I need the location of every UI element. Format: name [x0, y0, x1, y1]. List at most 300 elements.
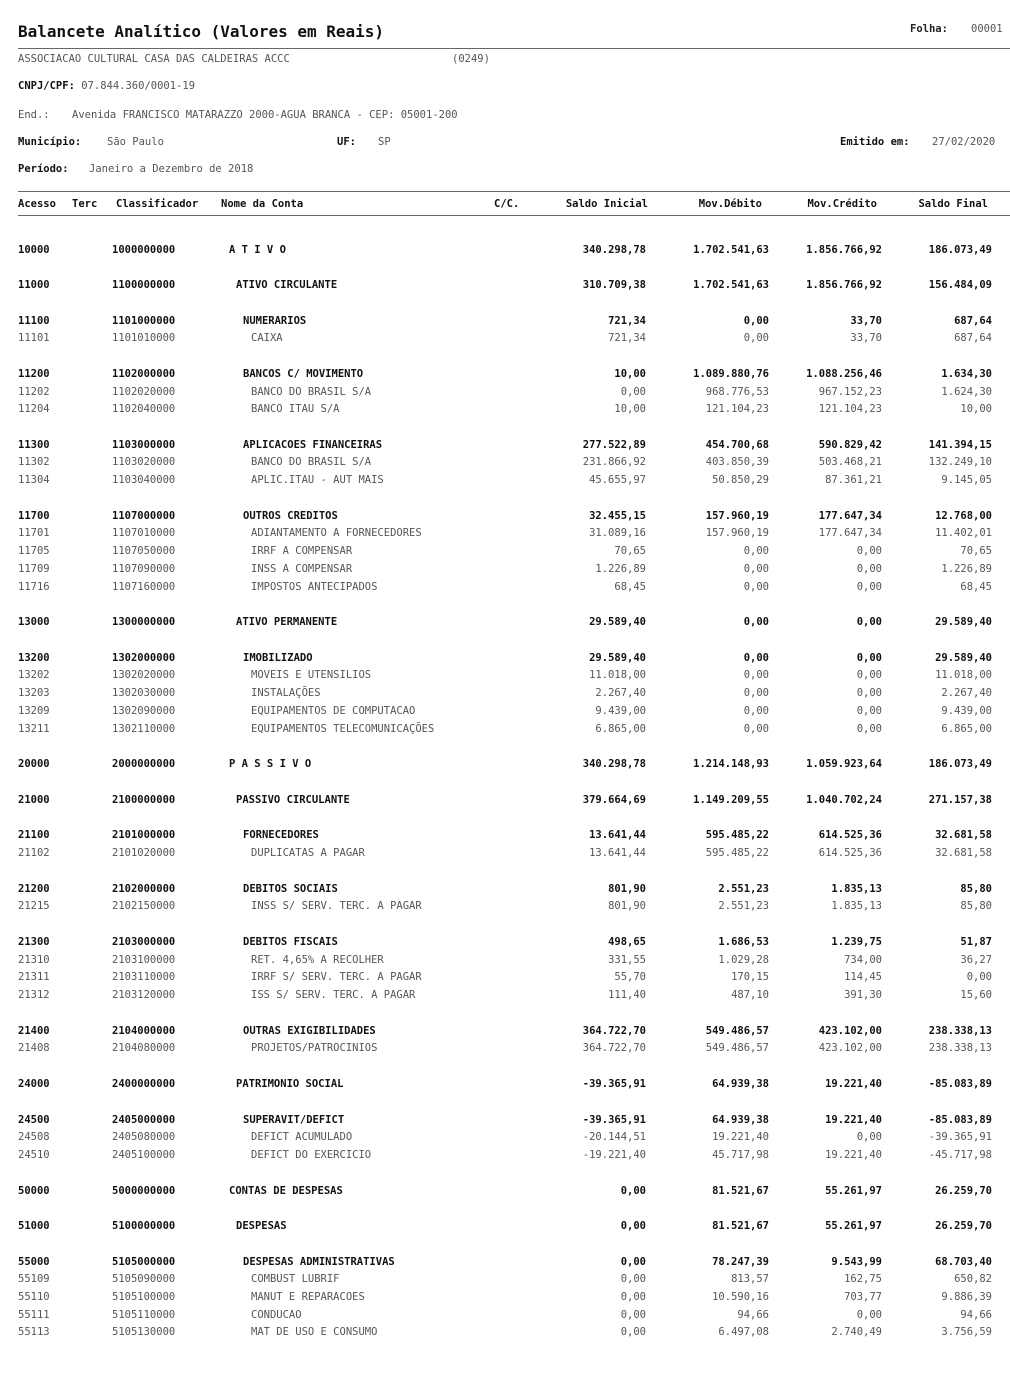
saldo-final: -85.083,89: [928, 1078, 992, 1090]
mov-debito: 81.521,67: [712, 1220, 769, 1232]
classifier: 1101000000: [112, 315, 176, 327]
account-code: 21000: [18, 794, 50, 806]
end-value: Avenida FRANCISCO MATARAZZO 2000-AGUA BRANCA - CEP: 05001-200: [72, 109, 458, 121]
mov-credito: 114,45: [844, 971, 882, 983]
classifier: 2101020000: [112, 847, 176, 859]
table-row: [0, 723, 1010, 739]
saldo-final: 32.681,58: [935, 829, 992, 841]
account-code: 11701: [18, 527, 50, 539]
table-row: [0, 545, 1010, 561]
mov-credito: 0,00: [856, 705, 882, 717]
account-code: 13200: [18, 652, 50, 664]
municipio-label: Município:: [18, 136, 82, 148]
saldo-inicial: 340.298,78: [582, 244, 646, 256]
account-name: IMPOSTOS ANTECIPADOS: [251, 581, 378, 593]
table-row: [0, 883, 1010, 899]
table-row: [0, 1291, 1010, 1307]
mov-credito: 0,00: [856, 563, 882, 575]
periodo-label: Período:: [18, 163, 69, 175]
table-row: [0, 368, 1010, 384]
saldo-final: 29.589,40: [935, 652, 992, 664]
mov-credito: 0,00: [856, 581, 882, 593]
saldo-final: 186.073,49: [928, 758, 992, 770]
mov-debito: 0,00: [743, 616, 769, 628]
col-mov-credito: Mov.Crédito: [807, 198, 877, 210]
account-name: RET. 4,65% A RECOLHER: [251, 954, 384, 966]
saldo-inicial: 11.018,00: [589, 669, 646, 681]
mov-credito: 423.102,00: [818, 1025, 882, 1037]
saldo-final: 94,66: [960, 1309, 992, 1321]
classifier: 1302000000: [112, 652, 176, 664]
saldo-inicial: -39.365,91: [582, 1114, 646, 1126]
mov-debito: 170,15: [731, 971, 769, 983]
mov-debito: 19.221,40: [712, 1131, 769, 1143]
mov-credito: 19.221,40: [825, 1114, 882, 1126]
account-code: 21310: [18, 954, 50, 966]
emitido-line: [840, 136, 910, 148]
saldo-final: 238.338,13: [928, 1025, 992, 1037]
account-code: 11302: [18, 456, 50, 468]
account-name: ATIVO PERMANENTE: [236, 616, 338, 628]
account-code: 21312: [18, 989, 50, 1001]
mov-debito: 0,00: [743, 563, 769, 575]
saldo-final: 32.681,58: [935, 847, 992, 859]
account-name: APLICACOES FINANCEIRAS: [243, 439, 383, 451]
saldo-inicial: 310.709,38: [582, 279, 646, 291]
mov-debito: 1.214.148,93: [693, 758, 769, 770]
cnpj-value: 07.844.360/0001-19: [81, 80, 196, 92]
saldo-inicial: 0,00: [620, 1256, 646, 1268]
classifier: 5105100000: [112, 1291, 176, 1303]
account-name: BANCO DO BRASIL S/A: [251, 456, 372, 468]
mov-credito: 967.152,23: [818, 386, 882, 398]
table-row: [0, 563, 1010, 579]
account-code: 11100: [18, 315, 50, 327]
classifier: 1107010000: [112, 527, 176, 539]
account-name: MOVEIS E UTENSILIOS: [251, 669, 372, 681]
table-row: [0, 1273, 1010, 1289]
account-name: DEBITOS FISCAIS: [243, 936, 338, 948]
mov-debito: 2.551,23: [718, 883, 769, 895]
saldo-final: 26.259,70: [935, 1220, 992, 1232]
saldo-final: -45.717,98: [928, 1149, 992, 1161]
end-label: End.:: [18, 109, 50, 121]
classifier: 1107160000: [112, 581, 176, 593]
mov-debito: 0,00: [743, 705, 769, 717]
col-nome: Nome da Conta: [221, 198, 304, 210]
table-row: [0, 616, 1010, 632]
saldo-final: 1.624,30: [941, 386, 992, 398]
saldo-inicial: 13.641,44: [589, 847, 646, 859]
emitido-value: 27/02/2020: [932, 136, 996, 148]
mov-credito: 0,00: [856, 1131, 882, 1143]
mov-credito: 614.525,36: [818, 847, 882, 859]
mov-credito: 614.525,36: [818, 829, 882, 841]
mov-credito: 162,75: [844, 1273, 882, 1285]
table-row: [0, 652, 1010, 668]
account-name: APLIC.ITAU - AUT MAIS: [251, 474, 384, 486]
table-row: [0, 794, 1010, 810]
saldo-inicial: 10,00: [614, 403, 646, 415]
account-code: 51000: [18, 1220, 50, 1232]
classifier: 2104080000: [112, 1042, 176, 1054]
mov-credito: 1.059.923,64: [806, 758, 882, 770]
mov-debito: 403.850,39: [705, 456, 769, 468]
mov-debito: 0,00: [743, 687, 769, 699]
mov-debito: 1.686,53: [718, 936, 769, 948]
table-row: [0, 687, 1010, 703]
saldo-final: 2.267,40: [941, 687, 992, 699]
table-row: [0, 900, 1010, 916]
classifier: 1302030000: [112, 687, 176, 699]
folha-value: 00001: [971, 23, 1003, 35]
mov-debito: 549.486,57: [705, 1025, 769, 1037]
account-name: ADIANTAMENTO A FORNECEDORES: [251, 527, 422, 539]
mov-debito: 595.485,22: [705, 847, 769, 859]
table-row: [0, 936, 1010, 952]
saldo-final: 132.249,10: [928, 456, 992, 468]
municipio-line: [18, 136, 81, 148]
table-row: [0, 510, 1010, 526]
classifier: 1102020000: [112, 386, 176, 398]
mov-credito: 0,00: [856, 616, 882, 628]
mov-debito: 50.850,29: [712, 474, 769, 486]
saldo-inicial: 31.089,16: [589, 527, 646, 539]
mov-credito: 1.088.256,46: [806, 368, 882, 380]
account-name: BANCOS C/ MOVIMENTO: [243, 368, 364, 380]
classifier: 2405100000: [112, 1149, 176, 1161]
account-name: IRRF S/ SERV. TERC. A PAGAR: [251, 971, 422, 983]
saldo-inicial: 111,40: [608, 989, 646, 1001]
mov-credito: 590.829,42: [818, 439, 882, 451]
account-code: 11204: [18, 403, 50, 415]
classifier: 1000000000: [112, 244, 176, 256]
mov-debito: 157.960,19: [705, 510, 769, 522]
saldo-final: 11.402,01: [935, 527, 992, 539]
classifier: 2103100000: [112, 954, 176, 966]
mov-debito: 157.960,19: [705, 527, 769, 539]
mov-debito: 10.590,16: [712, 1291, 769, 1303]
account-name: ATIVO CIRCULANTE: [236, 279, 338, 291]
mov-debito: 1.089.880,76: [693, 368, 769, 380]
saldo-inicial: 801,90: [608, 900, 646, 912]
saldo-final: 85,80: [960, 883, 992, 895]
mov-credito: 55.261,97: [825, 1185, 882, 1197]
account-name: DESPESAS: [236, 1220, 287, 1232]
saldo-inicial: 364.722,70: [582, 1025, 646, 1037]
saldo-final: -85.083,89: [928, 1114, 992, 1126]
col-saldo-inicial: Saldo Inicial: [565, 198, 648, 210]
saldo-final: 1.634,30: [941, 368, 992, 380]
mov-credito: 55.261,97: [825, 1220, 882, 1232]
account-code: 21100: [18, 829, 50, 841]
classifier: 1107000000: [112, 510, 176, 522]
saldo-final: 687,64: [954, 332, 992, 344]
periodo-value: Janeiro a Dezembro de 2018: [89, 163, 254, 175]
mov-debito: 78.247,39: [712, 1256, 769, 1268]
mov-debito: 0,00: [743, 332, 769, 344]
saldo-inicial: 0,00: [620, 1309, 646, 1321]
mov-debito: 1.149.209,55: [693, 794, 769, 806]
classifier: 2405000000: [112, 1114, 176, 1126]
classifier: 5105000000: [112, 1256, 176, 1268]
account-code: 11000: [18, 279, 50, 291]
table-row: [0, 669, 1010, 685]
mov-credito: 0,00: [856, 652, 882, 664]
account-code: 11705: [18, 545, 50, 557]
mov-credito: 734,00: [844, 954, 882, 966]
account-code: 13203: [18, 687, 50, 699]
saldo-inicial: 801,90: [608, 883, 646, 895]
saldo-inicial: 340.298,78: [582, 758, 646, 770]
classifier: 2101000000: [112, 829, 176, 841]
periodo-line: [18, 163, 69, 175]
mov-debito: 6.497,08: [718, 1326, 769, 1338]
account-code: 21408: [18, 1042, 50, 1054]
table-row: [0, 1149, 1010, 1165]
uf-value: SP: [378, 136, 391, 148]
header-divider: [18, 48, 1010, 49]
account-code: 24000: [18, 1078, 50, 1090]
account-name: CAIXA: [251, 332, 283, 344]
classifier: 1300000000: [112, 616, 176, 628]
account-name: FORNECEDORES: [243, 829, 319, 841]
table-row: [0, 1309, 1010, 1325]
mov-debito: 45.717,98: [712, 1149, 769, 1161]
classifier: 1302090000: [112, 705, 176, 717]
account-code: 21300: [18, 936, 50, 948]
classifier: 5000000000: [112, 1185, 176, 1197]
mov-credito: 703,77: [844, 1291, 882, 1303]
mov-credito: 391,30: [844, 989, 882, 1001]
mov-credito: 423.102,00: [818, 1042, 882, 1054]
account-code: 11101: [18, 332, 50, 344]
account-name: MANUT E REPARACOES: [251, 1291, 365, 1303]
saldo-final: 85,80: [960, 900, 992, 912]
account-code: 21102: [18, 847, 50, 859]
saldo-inicial: 10,00: [614, 368, 646, 380]
classifier: 5105090000: [112, 1273, 176, 1285]
saldo-final: 9.145,05: [941, 474, 992, 486]
mov-credito: 19.221,40: [825, 1078, 882, 1090]
table-row: [0, 279, 1010, 295]
saldo-inicial: -39.365,91: [582, 1078, 646, 1090]
table-row: [0, 954, 1010, 970]
account-name: CONTAS DE DESPESAS: [229, 1185, 343, 1197]
uf-line: [337, 136, 356, 148]
saldo-inicial: 0,00: [620, 1291, 646, 1303]
saldo-inicial: 68,45: [614, 581, 646, 593]
saldo-final: 70,65: [960, 545, 992, 557]
classifier: 1107050000: [112, 545, 176, 557]
classifier: 1302110000: [112, 723, 176, 735]
account-code: 21200: [18, 883, 50, 895]
mov-credito: 1.856.766,92: [806, 279, 882, 291]
saldo-final: 9.886,39: [941, 1291, 992, 1303]
account-name: INSS S/ SERV. TERC. A PAGAR: [251, 900, 422, 912]
table-row: [0, 989, 1010, 1005]
table-row: [0, 847, 1010, 863]
account-code: 21311: [18, 971, 50, 983]
col-cc: C/C.: [494, 198, 520, 210]
col-terc: Terc: [72, 198, 98, 210]
saldo-inicial: 1.226,89: [595, 563, 646, 575]
account-code: 11304: [18, 474, 50, 486]
cnpj-label: CNPJ/CPF:: [18, 80, 75, 92]
saldo-inicial: 29.589,40: [589, 652, 646, 664]
mov-credito: 9.543,99: [831, 1256, 882, 1268]
account-code: 55111: [18, 1309, 50, 1321]
account-name: P A S S I V O: [229, 758, 312, 770]
classifier: 1103040000: [112, 474, 176, 486]
col-acesso: Acesso: [18, 198, 56, 210]
col-mov-debito: Mov.Débito: [698, 198, 762, 210]
account-code: 55000: [18, 1256, 50, 1268]
saldo-final: -39.365,91: [928, 1131, 992, 1143]
mov-debito: 0,00: [743, 723, 769, 735]
columns-bottom-divider: [18, 215, 1010, 216]
account-name: DEBITOS SOCIAIS: [243, 883, 338, 895]
account-name: BANCO DO BRASIL S/A: [251, 386, 372, 398]
mov-credito: 0,00: [856, 687, 882, 699]
account-code: 11202: [18, 386, 50, 398]
mov-credito: 0,00: [856, 669, 882, 681]
saldo-inicial: 331,55: [608, 954, 646, 966]
mov-credito: 1.835,13: [831, 883, 882, 895]
table-row: [0, 1131, 1010, 1147]
report-title: Balancete Analítico (Valores em Reais): [18, 22, 385, 41]
account-name: DEFICT ACUMULADO: [251, 1131, 353, 1143]
saldo-final: 10,00: [960, 403, 992, 415]
mov-credito: 87.361,21: [825, 474, 882, 486]
account-code: 13209: [18, 705, 50, 717]
col-saldo-final: Saldo Final: [918, 198, 988, 210]
mov-credito: 1.239,75: [831, 936, 882, 948]
account-code: 20000: [18, 758, 50, 770]
table-row: [0, 474, 1010, 490]
folha-label: Folha:: [910, 23, 948, 35]
classifier: 2100000000: [112, 794, 176, 806]
table-row: [0, 456, 1010, 472]
table-row: [0, 439, 1010, 455]
mov-debito: 454.700,68: [705, 439, 769, 451]
mov-debito: 64.939,38: [712, 1114, 769, 1126]
table-row: [0, 1220, 1010, 1236]
table-row: [0, 386, 1010, 402]
account-name: A T I V O: [229, 244, 286, 256]
account-name: PROJETOS/PATROCINIOS: [251, 1042, 378, 1054]
saldo-inicial: 70,65: [614, 545, 646, 557]
account-code: 21400: [18, 1025, 50, 1037]
account-code: 50000: [18, 1185, 50, 1197]
table-row: [0, 403, 1010, 419]
table-row: [0, 758, 1010, 774]
account-code: 13000: [18, 616, 50, 628]
saldo-final: 0,00: [966, 971, 992, 983]
account-code: 13202: [18, 669, 50, 681]
saldo-final: 141.394,15: [928, 439, 992, 451]
account-name: OUTROS CREDITOS: [243, 510, 338, 522]
saldo-inicial: 13.641,44: [589, 829, 646, 841]
classifier: 1107090000: [112, 563, 176, 575]
account-code: 11700: [18, 510, 50, 522]
emitido-label: Emitido em:: [840, 136, 910, 148]
classifier: 2000000000: [112, 758, 176, 770]
cnpj-line: [18, 80, 195, 92]
saldo-inicial: 364.722,70: [582, 1042, 646, 1054]
saldo-inicial: 6.865,00: [595, 723, 646, 735]
saldo-final: 156.484,09: [928, 279, 992, 291]
table-row: [0, 1256, 1010, 1272]
mov-credito: 1.856.766,92: [806, 244, 882, 256]
classifier: 2103120000: [112, 989, 176, 1001]
mov-debito: 1.702.541,63: [693, 279, 769, 291]
saldo-final: 3.756,59: [941, 1326, 992, 1338]
mov-debito: 549.486,57: [705, 1042, 769, 1054]
saldo-final: 15,60: [960, 989, 992, 1001]
account-name: MAT DE USO E CONSUMO: [251, 1326, 378, 1338]
account-name: DEFICT DO EXERCICIO: [251, 1149, 372, 1161]
account-name: PATRIMONIO SOCIAL: [236, 1078, 344, 1090]
account-name: PASSIVO CIRCULANTE: [236, 794, 350, 806]
mov-credito: 121.104,23: [818, 403, 882, 415]
table-row: [0, 829, 1010, 845]
municipio-value: São Paulo: [107, 136, 164, 148]
saldo-final: 238.338,13: [928, 1042, 992, 1054]
entity-code: (0249): [452, 53, 490, 65]
saldo-inicial: 2.267,40: [595, 687, 646, 699]
account-name: DUPLICATAS A PAGAR: [251, 847, 365, 859]
classifier: 2405080000: [112, 1131, 176, 1143]
account-name: INSS A COMPENSAR: [251, 563, 353, 575]
table-row: [0, 527, 1010, 543]
mov-debito: 1.702.541,63: [693, 244, 769, 256]
mov-credito: 2.740,49: [831, 1326, 882, 1338]
saldo-final: 650,82: [954, 1273, 992, 1285]
account-code: 10000: [18, 244, 50, 256]
uf-label: UF:: [337, 136, 356, 148]
account-code: 24500: [18, 1114, 50, 1126]
classifier: 5105110000: [112, 1309, 176, 1321]
account-code: 24510: [18, 1149, 50, 1161]
saldo-final: 6.865,00: [941, 723, 992, 735]
saldo-inicial: 0,00: [620, 1220, 646, 1232]
saldo-final: 51,87: [960, 936, 992, 948]
table-row: [0, 705, 1010, 721]
saldo-final: 1.226,89: [941, 563, 992, 575]
saldo-inicial: 0,00: [620, 1273, 646, 1285]
classifier: 2103110000: [112, 971, 176, 983]
saldo-final: 36,27: [960, 954, 992, 966]
col-classificador: Classificador: [116, 198, 199, 210]
mov-debito: 64.939,38: [712, 1078, 769, 1090]
table-row: [0, 1078, 1010, 1094]
saldo-final: 68.703,40: [935, 1256, 992, 1268]
account-name: NUMERARIOS: [243, 315, 307, 327]
account-code: 21215: [18, 900, 50, 912]
table-row: [0, 1042, 1010, 1058]
mov-credito: 503.468,21: [818, 456, 882, 468]
table-row: [0, 971, 1010, 987]
classifier: 1100000000: [112, 279, 176, 291]
account-code: 11709: [18, 563, 50, 575]
table-row: [0, 244, 1010, 260]
table-row: [0, 1326, 1010, 1342]
account-name: EQUIPAMENTOS DE COMPUTACAO: [251, 705, 416, 717]
mov-credito: 0,00: [856, 545, 882, 557]
classifier: 2102000000: [112, 883, 176, 895]
saldo-inicial: 498,65: [608, 936, 646, 948]
